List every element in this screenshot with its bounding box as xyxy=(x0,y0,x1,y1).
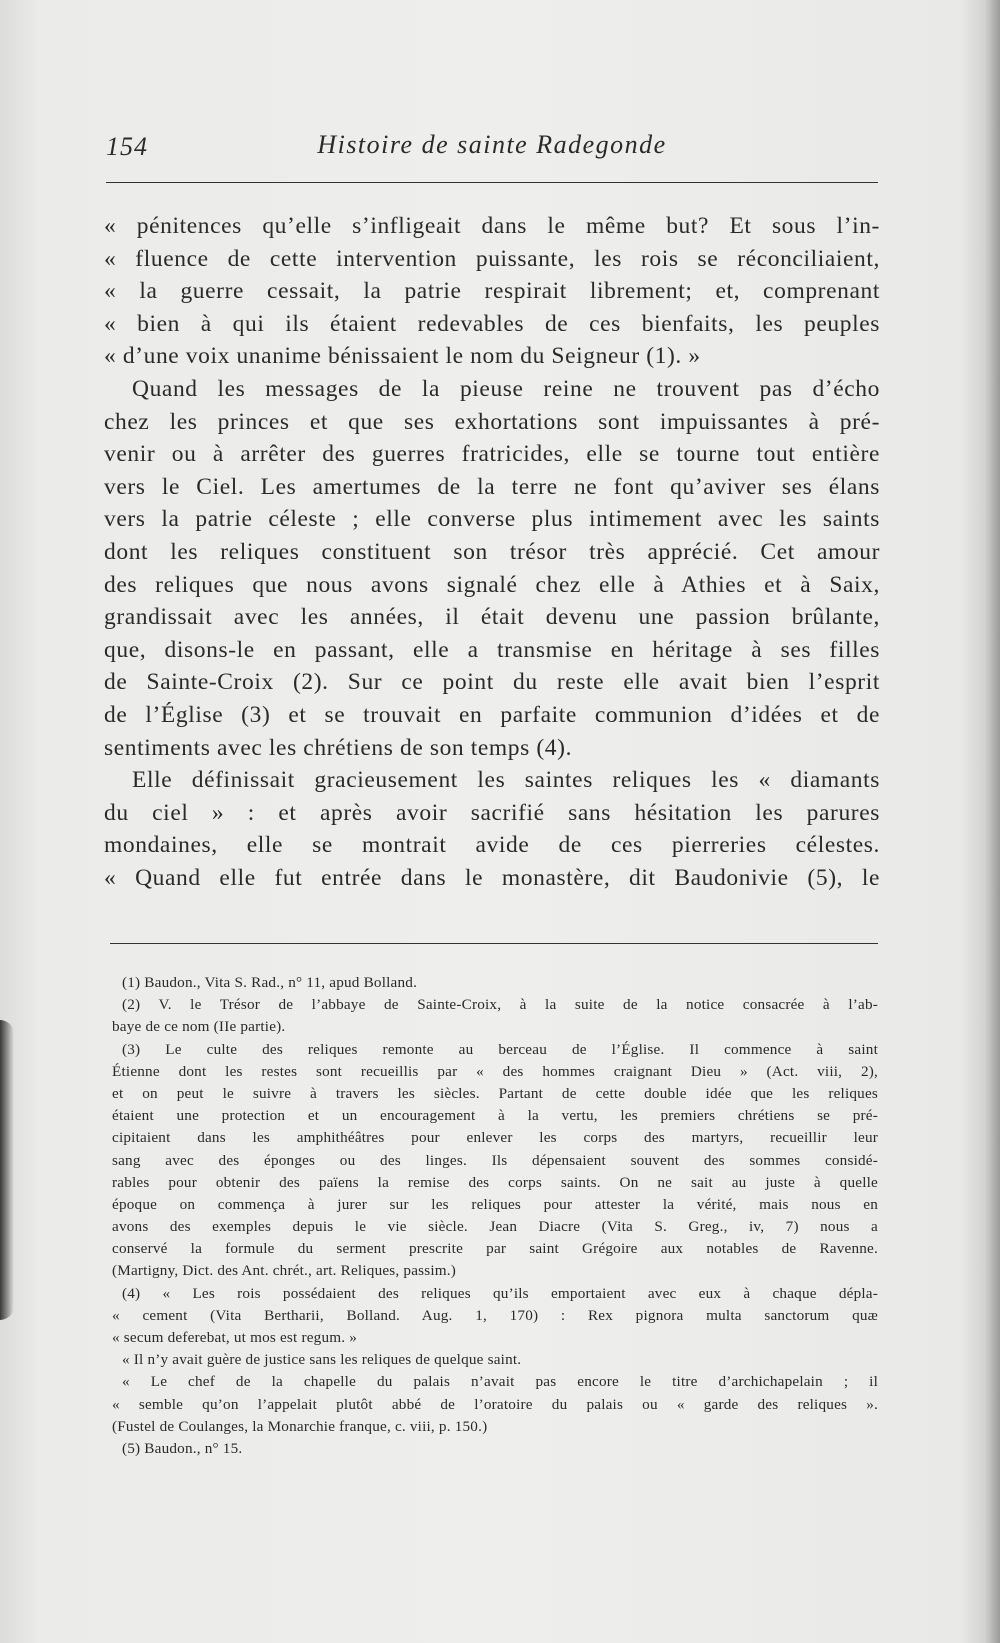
footnotes xyxy=(112,972,878,1460)
body-line: grandissait avec les années, il était devenu une passion brûlante, xyxy=(104,604,880,631)
footnote-line: et on peut le suivre à travers les siècles. Partant de cette double idée que les reliques xyxy=(112,1084,878,1102)
footnote-line: rables pour obtenir des païens la remise des corps saints. On ne sait au juste à quelle xyxy=(112,1173,878,1191)
body-line: de Sainte-Croix (2). Sur ce point du reste elle avait bien l’esprit xyxy=(104,669,880,696)
body-line: sentiments avec les chrétiens de son temps (4). xyxy=(104,734,573,761)
footnote-line: (Fustel de Coulanges, la Monarchie franque, c. viii, p. 150.) xyxy=(112,1417,488,1435)
footnote-line: (1) Baudon., Vita S. Rad., n° 11, apud Bolland. xyxy=(122,974,418,991)
body-line: vers la patrie céleste ; elle converse plus intimement avec les saints xyxy=(104,506,880,533)
body-line: du ciel » : et après avoir sacrifié sans hésitation les parures xyxy=(104,799,880,826)
footnote-line: sang avec des éponges ou des linges. Ils dépensaient souvent des sommes considé- xyxy=(112,1151,878,1169)
body-line: des reliques que nous avons signalé chez elle à Athies et à Saix, xyxy=(104,571,880,598)
body-line: dont les reliques constituent son trésor très apprécié. Cet amour xyxy=(104,538,880,565)
footnote-line: étaient une protection et un encouragement à la vertu, les premiers chrétiens se pré- xyxy=(112,1107,878,1125)
body-line: « d’une voix unanime bénissaient le nom du Seigneur (1). » xyxy=(104,343,701,370)
body-line: « fluence de cette intervention puissante, les rois se réconciliaient, xyxy=(104,245,880,272)
footnote-line: époque on commença à jurer sur les reliques pour attester la vérité, mais nous en xyxy=(112,1195,878,1213)
footnote-line: Étienne dont les restes sont recueillis par « des hommes craignant Dieu » (Act. viii, 2), xyxy=(112,1062,878,1080)
footnote-line: (2) V. le Trésor de l’abbaye de Sainte-Croix, à la suite de la notice consacrée à l’ab- xyxy=(122,996,878,1014)
body-line: « la guerre cessait, la patrie respirait librement; et, comprenant xyxy=(104,278,880,305)
running-title: Histoire de sainte Radegonde xyxy=(317,130,667,159)
body-line: chez les princes et que ses exhortations sont impuissantes à pré- xyxy=(104,408,880,435)
body-line: que, disons-le en passant, elle a transmise en héritage à ses filles xyxy=(104,636,880,663)
footnote-line: « Le chef de la chapelle du palais n’avait pas encore le titre d’archichapelain ; il xyxy=(122,1373,878,1391)
page-header xyxy=(106,128,878,168)
body-line: mondaines, elle se montrait avide de ces pierreries célestes. xyxy=(104,832,880,859)
footnote-line: « cement (Vita Bertharii, Bolland. Aug. 1, 170) : Rex pignora multa sanctorum quæ xyxy=(112,1306,878,1324)
main-text xyxy=(104,210,880,894)
footnote-rule xyxy=(110,943,878,944)
body-line: vers le Ciel. Les amertumes de la terre ne font qu’aviver ses élans xyxy=(104,473,880,500)
footnote-line: avons des exemples depuis le vie siècle. Jean Diacre (Vita S. Greg., iv, 7) nous a xyxy=(112,1218,878,1236)
body-line: venir ou à arrêter des guerres fratricides, elle se tourne tout entière xyxy=(104,441,880,468)
binding-shadow xyxy=(0,1020,14,1320)
footnote-line: « semble qu’on l’appelait plutôt abbé de l’oratoire du palais ou « garde des reliques ». xyxy=(112,1395,878,1413)
footnote-line: (5) Baudon., n° 15. xyxy=(122,1439,243,1457)
body-line: Quand les messages de la pieuse reine ne trouvent pas d’écho xyxy=(132,375,880,402)
footnote-line: cipitaient dans les amphithéâtres pour enlever les corps des martyrs, recueillir leur xyxy=(112,1129,878,1147)
body-line: « pénitences qu’elle s’infligeait dans le même but? Et sous l’in- xyxy=(104,213,880,239)
page-number: 154 xyxy=(106,132,148,161)
footnote-line: « Il n’y avait guère de justice sans les reliques de quelque saint. xyxy=(122,1351,522,1369)
body-line: Elle définissait gracieusement les saintes reliques les « diamants xyxy=(132,767,880,794)
body-line: « Quand elle fut entrée dans le monastère, dit Baudonivie (5), le xyxy=(104,864,880,891)
header-rule xyxy=(106,182,878,183)
footnote-line: (3) Le culte des reliques remonte au berceau de l’Église. Il commence à saint xyxy=(122,1040,878,1058)
footnote-line: (Martigny, Dict. des Ant. chrét., art. Reliques, passim.) xyxy=(112,1262,457,1280)
body-line: « bien à qui ils étaient redevables de ces bienfaits, les peuples xyxy=(104,310,880,337)
footnote-line: conservé la formule du serment prescrite par saint Grégoire aux notables de Ravenne. xyxy=(112,1240,878,1258)
footnote-line: (4) « Les rois possédaient des reliques qu’ils emportaient avec eux à chaque dépla- xyxy=(122,1284,878,1302)
footnote-line: baye de ce nom (IIe partie). xyxy=(112,1018,286,1036)
body-line: de l’Église (3) et se trouvait en parfaite communion d’idées et de xyxy=(104,701,880,728)
footnote-line: « secum deferebat, ut mos est regum. » xyxy=(112,1329,358,1346)
